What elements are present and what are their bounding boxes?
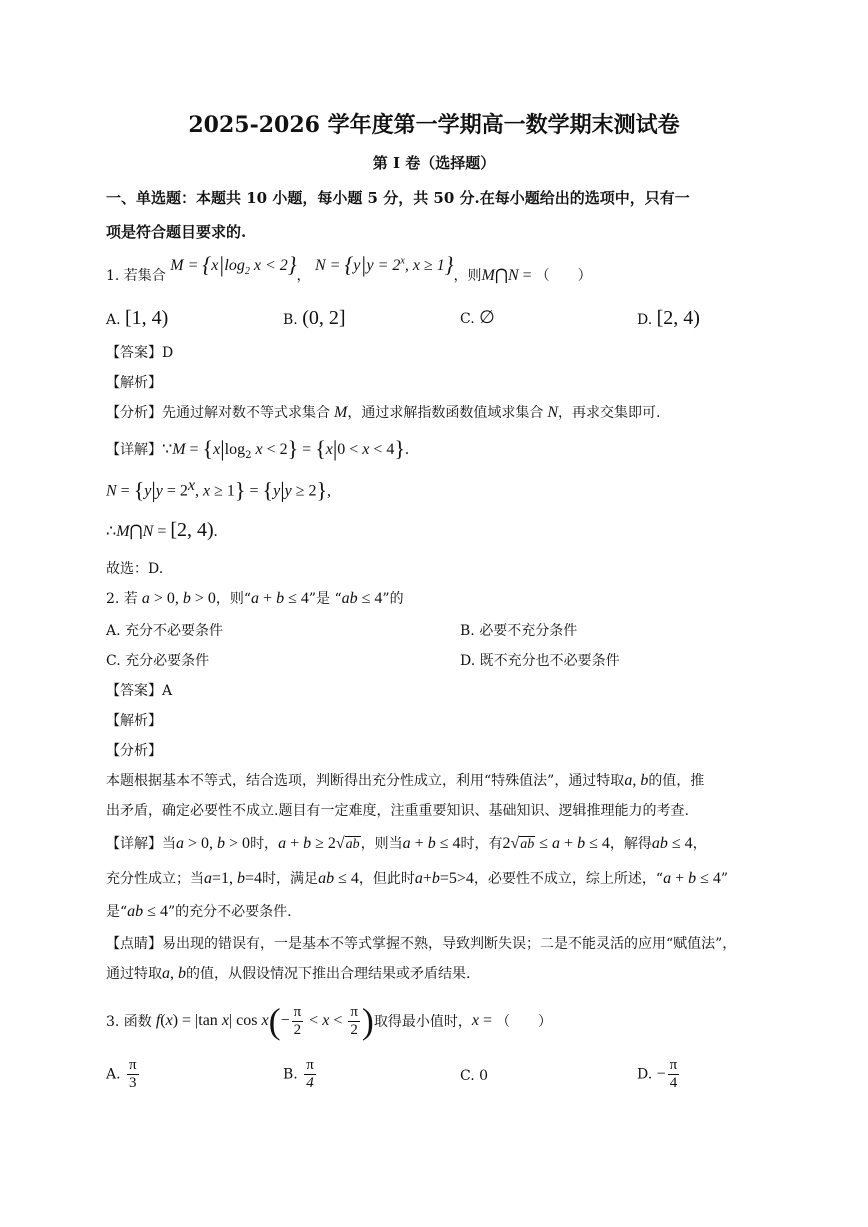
q2-answer: 【答案】A [106, 683, 173, 699]
section-heading-line1: 一、单选题：本题共 10 小题，每小题 5 分，共 50 分.在每小题给出的选项中，只有一 [106, 189, 690, 207]
page-title: 2025-2026 学年度第一学期高一数学期末测试卷 [188, 112, 680, 138]
q1-sep: ， [296, 268, 311, 284]
section-heading-line2: 项是符合题目要求的. [106, 223, 247, 241]
q1-xiangjie-2: $N = \{y|y = 2^x$, x ≥ 1} = {y|y ≥ 2}, [106, 477, 332, 503]
q1-sep2: ，则 [453, 268, 482, 284]
q2-dianjing-2: 通过特取a, b的值，从假设情况下推出合理结果或矛盾结果. [106, 965, 471, 982]
q3-option-a: A. $\frac{\pi}{3}$ [106, 1057, 137, 1091]
q3-option-d: D. − $\frac{\pi}{4}$ [637, 1057, 678, 1091]
q2-xiangjie-1: 【详解】当a > 0, b > 0时，a + b ≥ 2√ab，则当a + b ≤ 4时，有2√ab ≤ a + b ≤ 4，解得ab ≤ 4， [106, 835, 707, 852]
q3-option-b: B. $\frac{\pi}{4}$ [283, 1057, 314, 1091]
q1-jiexi: 【解析】 [106, 375, 162, 391]
q2-para1: 本题根据基本不等式，结合选项，判断得出充分性成立，利用“特殊值法”，通过特取a, b的值，推 [106, 772, 705, 789]
q1-set-n: $N = \{y|y = 2^x$, x ≥ 1} [315, 252, 454, 277]
q1-option-b: B. (0, 2] [283, 307, 346, 329]
q1-fenxi: 【分析】先通过解对数不等式求集合 M，通过求解指数函数值域求集合 N，再求交集即可. [106, 404, 661, 421]
q1-blank: （ ） [535, 268, 592, 284]
q2-option-d: D. 既不充分也不必要条件 [460, 653, 620, 669]
q1-option-c: C. ∅ [460, 307, 495, 327]
q1-set-m: $M = \{x|\log_2$ x < 2} [170, 252, 297, 278]
q2-para2: 出矛盾，确定必要性不成立.题目有一定难度，注重重要知识、基础知识、逻辑推理能力的考查. [106, 803, 689, 819]
q1-xiangjie-1: 【详解】∵M = {$x|\log_2$ x < 2} = {x|0 < x < 4}. [106, 436, 409, 461]
q2-option-c: C. 充分必要条件 [106, 653, 210, 669]
q2-dianjing-1: 【点睛】易出现的错误有，一是基本不等式掌握不熟，导致判断失误；二是不能灵活的应用“赋值法”， [106, 936, 737, 952]
q1-option-a: A. [1, 4) [106, 307, 169, 329]
q2-xiangjie-3: 是“ab ≤ 4”的充分不必要条件. [106, 903, 292, 920]
q3-option-c: C. 0 [460, 1068, 489, 1084]
q1-answer: 【答案】D [106, 345, 174, 361]
q1-intersection: M [481, 267, 495, 284]
q2-option-a: A. 充分不必要条件 [106, 623, 224, 639]
q2-option-b: B. 必要不充分条件 [460, 623, 578, 639]
question-2: 2. 若 a > 0, b > 0，则“a + b ≤ 4”是 “ab ≤ 4”的 [106, 590, 404, 607]
question-1: 1. 若集合 $M = \{x|\log_2$ x < 2}， $N = \{y|y = 2^x$, x ≥ 1}，则M⋂N = （ ） [106, 252, 592, 284]
question-3: 3. 函数 f(x) = |tan x| cos x(− $\frac{\pi}{2}$ < x < $\frac{\pi}{2}$ )取得最小值时，x = （ ） [106, 1001, 553, 1041]
q1-xiangjie-3: ∴M⋂N = [2, 4). [106, 519, 218, 541]
q1-guxuan: 故选：D. [106, 561, 164, 577]
page-subtitle: 第 I 卷（选择题） [372, 154, 496, 172]
q2-jiexi: 【解析】 [106, 713, 162, 729]
q1-option-d: D. [2, 4) [637, 307, 700, 329]
q2-xiangjie-2: 充分性成立；当a=1, b=4时，满足ab ≤ 4，但此时a+b=5>4，必要性不成立，综上所述，“a + b ≤ 4” [106, 870, 729, 887]
q1-number: 1. 若集合 [106, 268, 166, 284]
q2-fenxi: 【分析】 [106, 743, 162, 759]
